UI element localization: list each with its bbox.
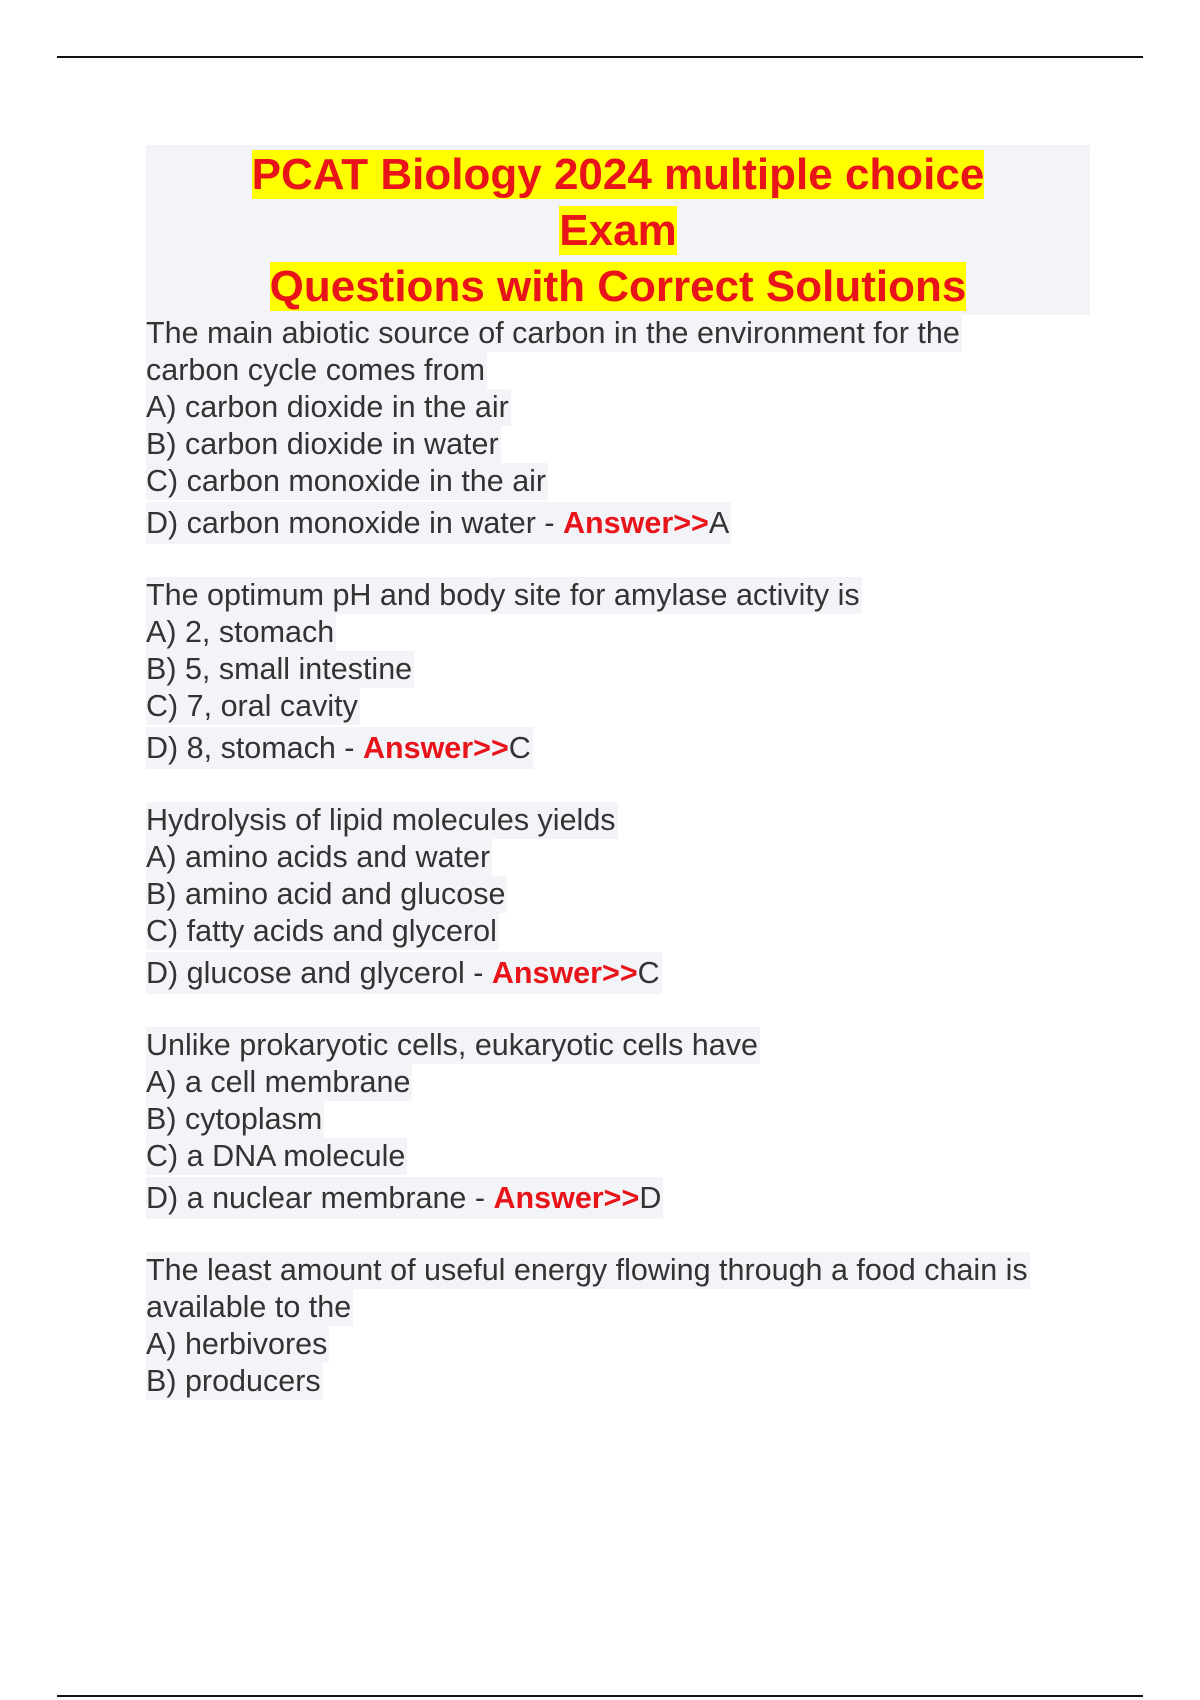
option-a: A) herbivores xyxy=(146,1327,328,1361)
option-d: D) 8, stomach - xyxy=(146,731,363,765)
option-a: A) a cell membrane xyxy=(146,1065,411,1099)
option-c: C) carbon monoxide in the air xyxy=(146,464,547,498)
title-line-1: PCAT Biology 2024 multiple choice xyxy=(251,150,985,199)
option-b: B) carbon dioxide in water xyxy=(146,427,499,461)
question-stem: The main abiotic source of carbon in the environment for the xyxy=(146,316,960,350)
answer-value: A xyxy=(708,506,730,540)
question-5 xyxy=(146,1252,1090,1400)
question-stem: Unlike prokaryotic cells, eukaryotic cells have xyxy=(146,1028,758,1062)
option-b: B) 5, small intestine xyxy=(146,652,413,686)
answer-value: D xyxy=(639,1181,662,1215)
question-2 xyxy=(146,577,1090,772)
option-a: A) carbon dioxide in the air xyxy=(146,390,509,424)
option-d: D) glucose and glycerol - xyxy=(146,956,492,990)
question-1 xyxy=(146,315,1090,547)
option-d-with-answer xyxy=(146,1177,663,1219)
option-d: D) carbon monoxide in water - xyxy=(146,506,564,540)
title-line-3: Questions with Correct Solutions xyxy=(269,262,967,311)
option-c: C) 7, oral cavity xyxy=(146,689,358,723)
title-line-2: Exam xyxy=(559,206,677,255)
answer-label: Answer>> xyxy=(491,956,638,990)
answer-label: Answer>> xyxy=(493,1181,640,1215)
option-b: B) producers xyxy=(146,1364,321,1398)
answer-label: Answer>> xyxy=(563,506,709,540)
document-body xyxy=(146,145,1090,1400)
option-a: A) amino acids and water xyxy=(146,840,491,874)
question-stem: The least amount of useful energy flowing through a food chain is xyxy=(146,1253,1028,1287)
option-c: C) a DNA molecule xyxy=(146,1139,406,1173)
question-stem: Hydrolysis of lipid molecules yields xyxy=(146,803,616,837)
question-stem: carbon cycle comes from xyxy=(146,353,485,387)
header-rule xyxy=(57,56,1143,58)
option-d-with-answer xyxy=(146,502,731,544)
option-a: A) 2, stomach xyxy=(146,615,335,649)
answer-label: Answer>> xyxy=(362,731,509,765)
question-stem: available to the xyxy=(146,1290,352,1324)
question-3 xyxy=(146,802,1090,997)
option-d-with-answer xyxy=(146,727,533,769)
question-4 xyxy=(146,1027,1090,1222)
footer-rule xyxy=(57,1695,1143,1697)
option-b: B) cytoplasm xyxy=(146,1102,323,1136)
option-d-with-answer xyxy=(146,952,662,994)
option-d: D) a nuclear membrane - xyxy=(146,1181,494,1215)
answer-value: C xyxy=(637,956,660,990)
answer-value: C xyxy=(508,731,531,765)
document-title xyxy=(146,145,1090,315)
option-b: B) amino acid and glucose xyxy=(146,877,506,911)
question-stem: The optimum pH and body site for amylase activity is xyxy=(146,578,860,612)
option-c: C) fatty acids and glycerol xyxy=(146,914,497,948)
